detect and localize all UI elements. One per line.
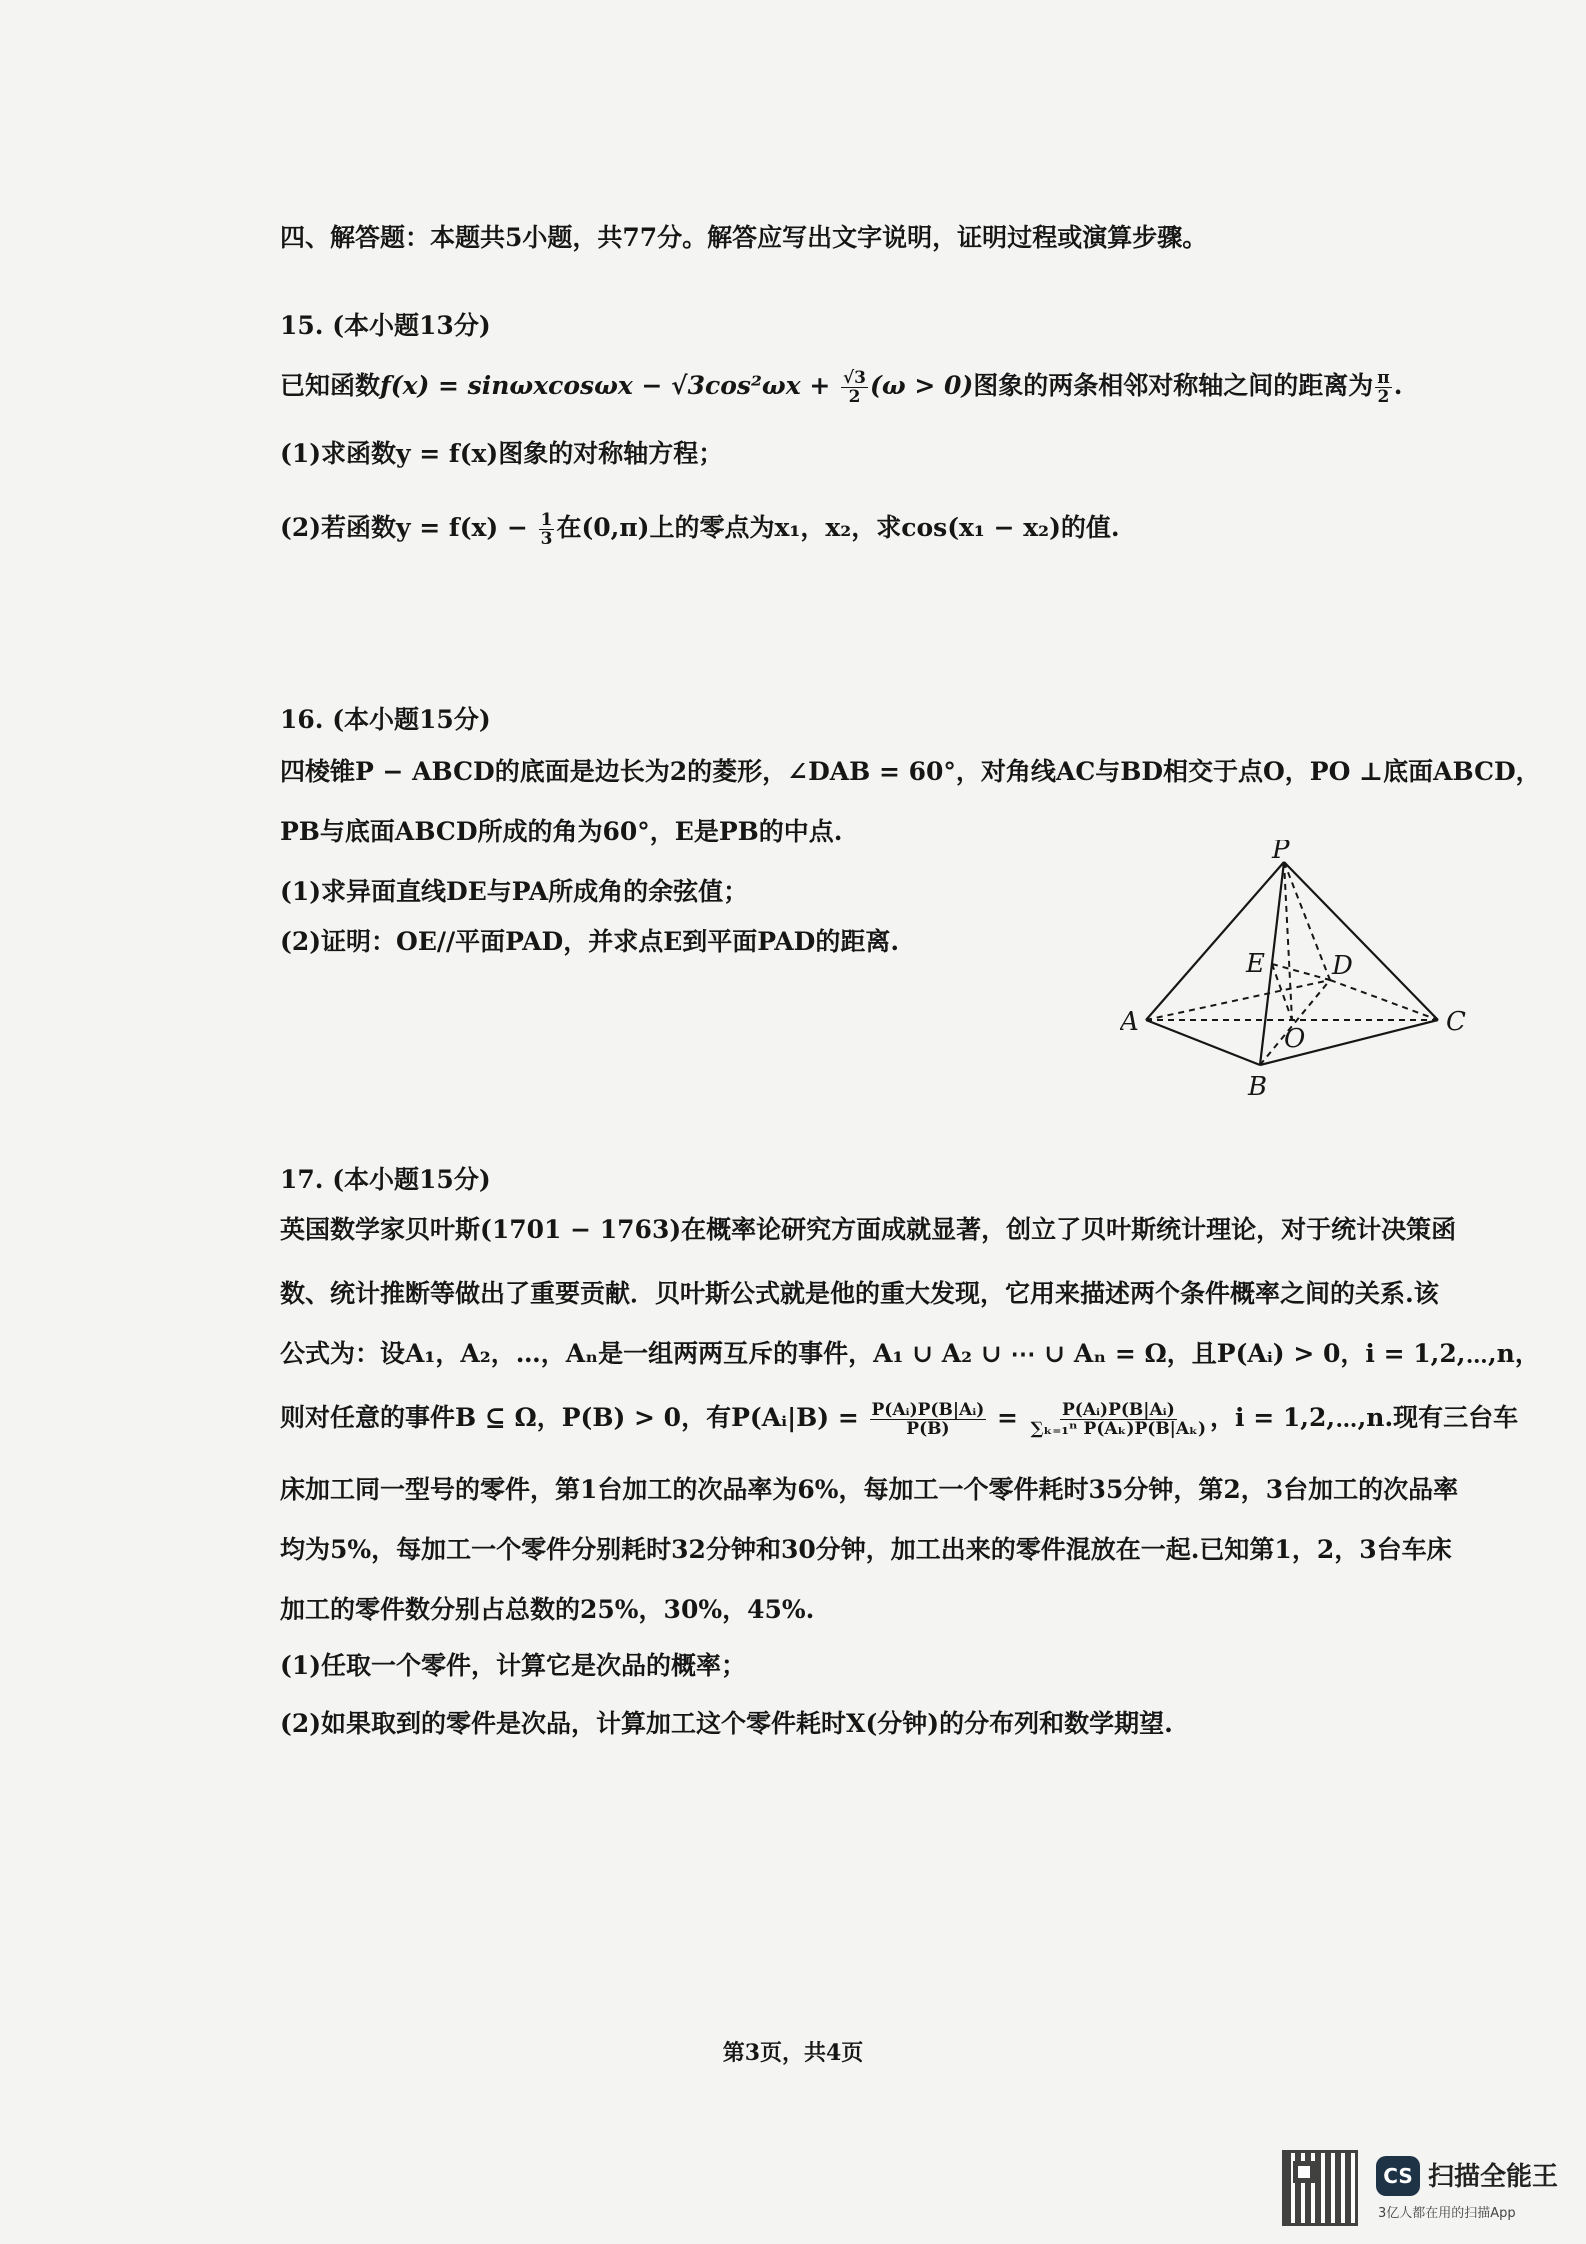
seg-PO <box>1284 862 1292 1020</box>
q15-stem-cond: (ω > 0) <box>870 371 974 400</box>
q17-line7: 加工的零件数分别占总数的25%，30%，45%. <box>280 1595 815 1624</box>
q15-part2 <box>280 508 1120 548</box>
seg-ED <box>1272 964 1330 980</box>
q15-part2-pre: (2)若函数y = f(x) − <box>280 513 537 542</box>
q15-stem-frac-den: 2 <box>848 387 861 407</box>
label-P: P <box>1272 840 1290 865</box>
q17-part2: (2)如果取到的零件是次品，计算加工这个零件耗时X(分钟)的分布列和数学期望. <box>280 1709 1173 1738</box>
q15-stem-frac-num: √3 <box>843 368 867 388</box>
q16-line2: PB与底面ABCD所成的角为60°，E是PB的中点. <box>280 817 843 846</box>
q17-line1: 英国数学家贝叶斯(1701 − 1763)在概率论研究方面成就显著，创立了贝叶斯统计理论，对于统计决策函 <box>280 1215 1457 1244</box>
label-E: E <box>1246 949 1265 979</box>
q17-title: 17. (本小题15分) <box>280 1165 491 1194</box>
q15-stem-pre: 已知函数 <box>280 371 381 400</box>
q17-line4-post: ，i = 1,2,⋯,n.现有三台车 <box>1210 1403 1519 1432</box>
q15-stem-func: f(x) = sinωxcosωx − √3cos²ωx + <box>380 371 839 400</box>
q17-frac1-num: P(Aᵢ)P(B|Aᵢ) <box>871 1400 985 1420</box>
q17-line5: 床加工同一型号的零件，第1台加工的次品率为6%，每加工一个零件耗时35分钟，第2，3台加工的次品率 <box>280 1475 1459 1504</box>
q17-line3: 公式为：设A₁，A₂，…，Aₙ是一组两两互斥的事件，A₁ ∪ A₂ ∪ ⋯ ∪ Aₙ = Ω，且P(Aᵢ) > 0，i = 1,2,⋯,n， <box>280 1339 1540 1368</box>
q15-stem-frac <box>841 369 868 406</box>
page-footer: 第3页，共4页 <box>722 2040 864 2066</box>
edge-PD <box>1284 862 1330 980</box>
q17-part1: (1)任取一个零件，计算它是次品的概率； <box>280 1651 747 1680</box>
q16-part2: (2)证明：OE//平面PAD，并求点E到平面PAD的距离. <box>280 927 900 956</box>
edge-PC <box>1284 862 1438 1020</box>
q17-frac2-den: ∑ₖ₌₁ⁿ P(Aₖ)P(B|Aₖ) <box>1030 1419 1207 1439</box>
q15-part2-frac-den: 3 <box>540 529 553 549</box>
q15-stem-post: 图象的两条相邻对称轴之间的距离为 <box>973 371 1374 400</box>
q15-title: 15. (本小题13分) <box>280 311 491 340</box>
q15-pi-frac <box>1375 369 1391 406</box>
q17-line4 <box>280 1398 1518 1438</box>
edge-AB <box>1146 1020 1260 1065</box>
label-B: B <box>1248 1072 1268 1100</box>
q15-pi-den: 2 <box>1377 387 1390 407</box>
edge-PA <box>1146 862 1284 1020</box>
label-C: C <box>1446 1007 1466 1037</box>
qr-code-icon <box>1282 2150 1358 2226</box>
label-O: O <box>1284 1024 1306 1054</box>
q17-frac2 <box>1029 1401 1208 1438</box>
q17-line4-pre: 则对任意的事件B ⊆ Ω，P(B) > 0，有P(Aᵢ|B) = <box>280 1403 868 1432</box>
label-D: D <box>1332 951 1353 981</box>
cs-logo: CS <box>1376 2156 1420 2196</box>
q17-frac2-num: P(Aᵢ)P(B|Aᵢ) <box>1061 1400 1175 1420</box>
q15-pi-num: π <box>1377 368 1390 388</box>
q17-line2: 数、统计推断等做出了重要贡献．贝叶斯公式就是他的重大发现，它用来描述两个条件概率之间的关系.该 <box>280 1279 1439 1308</box>
watermark-tagline: 3亿人都在用的扫描App <box>1378 2206 1516 2221</box>
section-header: 四、解答题：本题共5小题，共77分。解答应写出文字说明，证明过程或演算步骤。 <box>280 223 1208 252</box>
q17-frac1-den: P(B) <box>906 1419 950 1439</box>
q17-line4-mid: = <box>988 1403 1027 1432</box>
q16-line1: 四棱锥P − ABCD的底面是边长为2的菱形，∠DAB = 60°，对角线AC与BD相交于点O，PO ⊥底面ABCD， <box>280 757 1541 786</box>
q17-line6: 均为5%，每加工一个零件分别耗时32分钟和30分钟，加工出来的零件混放在一起.已知第1，2，3台车床 <box>280 1535 1452 1564</box>
edge-DC <box>1330 980 1438 1020</box>
pyramid-figure <box>1120 840 1480 1100</box>
q16-part1: (1)求异面直线DE与PA所成角的余弦值； <box>280 877 749 906</box>
q15-part2-frac <box>539 511 555 548</box>
q15-stem-end: . <box>1393 371 1403 400</box>
pyramid-diagram <box>1120 840 1480 1100</box>
q15-stem <box>280 366 1402 406</box>
q15-part2-post: 在(0,π)上的零点为x₁，x₂，求cos(x₁ − x₂)的值. <box>556 513 1120 542</box>
q16-title: 16. (本小题15分) <box>280 705 491 734</box>
scanner-watermark <box>1282 2150 1586 2230</box>
q17-frac1 <box>870 1401 987 1438</box>
watermark-name: 扫描全能王 <box>1428 2162 1559 2192</box>
q15-part2-frac-num: 1 <box>540 510 553 530</box>
label-A: A <box>1120 1007 1139 1037</box>
q15-part1: (1)求函数y = f(x)图象的对称轴方程； <box>280 439 724 468</box>
